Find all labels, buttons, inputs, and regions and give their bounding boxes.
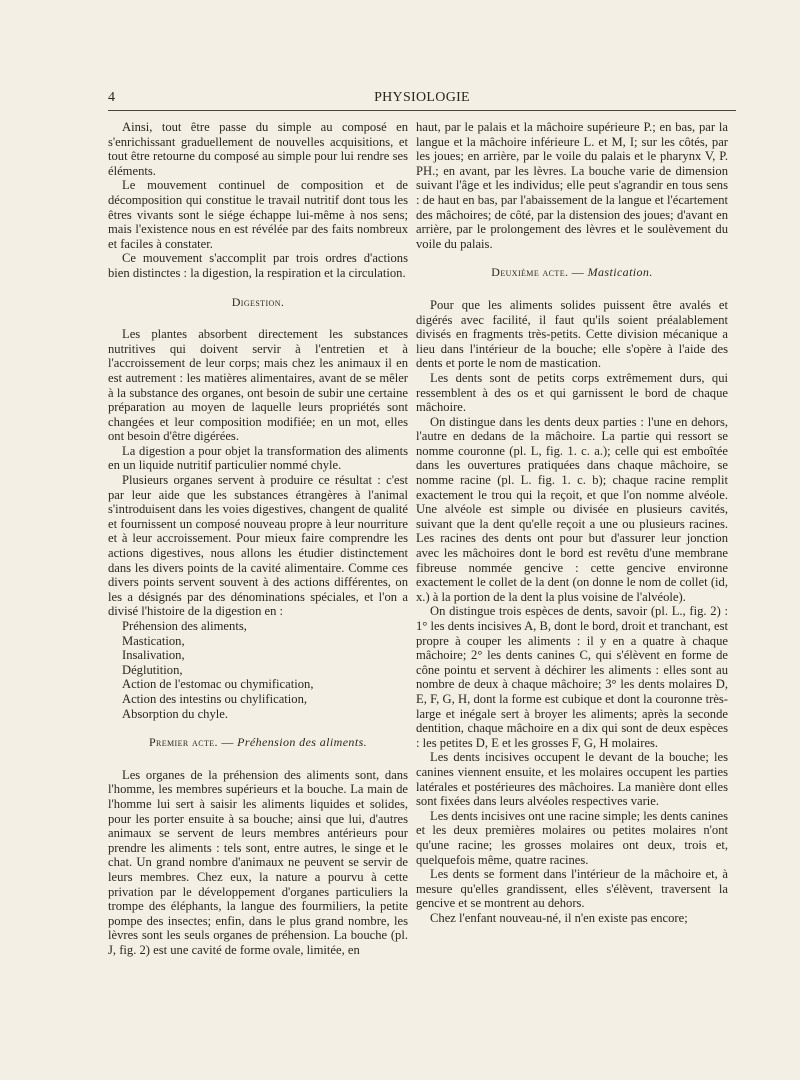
- paragraph: La digestion a pour objet la transformation des aliments en un liquide nutritif particulier nommé chyle.: [108, 443, 408, 473]
- list-item: Préhension des aliments,: [122, 619, 247, 633]
- section-title: Mastication.: [587, 265, 653, 280]
- section-label: Deuxième acte.: [491, 265, 569, 280]
- paragraph: Pour que les aliments solides puissent être avalés et digérés avec facilité, il faut qu'ils soient préalablement divisés en fragments très-petits. Cette division mécanique a lieu dans l'intérieur de la bouche; elle s'opère à l'aide des dents et porte le nom de mastication.: [416, 297, 728, 371]
- paragraph: Plusieurs organes servent à produire ce résultat : c'est par leur aide que les substances étrangères à l'animal s'introduisent dans les voies digestives, changent de qualité et fournissent un composé nouveau propre à leur nourriture et à leur accroissement. Pour mieux faire comprendre les actions digestives, nous allons les étudier distinctement dans les divers points de la cavité alimentaire. Comme ces divers points servent souvent à des actions différentes, on les a désignés par des dénominations spéciales, et l'on a divisé l'histoire de la digestion en :: [108, 473, 408, 619]
- section-label: Premier acte.: [148, 735, 218, 750]
- list-item: Action des intestins ou chylification,: [122, 691, 308, 706]
- paragraph: Ainsi, tout être passe du simple au composé en s'enrichissant graduellement de nouvelles acquisitions, et tout être retourne du composé au simple pour lui rendre ses éléments.: [108, 120, 408, 178]
- section-heading-deuxieme-acte: Deuxième acte. — Mastication.: [491, 265, 653, 280]
- paragraph: Les dents incisives occupent le devant de la bouche; les canines viennent ensuite, et les molaires occupent les parties latérales et postérieures des mâchoires. La manière dont elles sont fixées dans leurs alvéoles respectives varie.: [416, 750, 728, 809]
- paragraph: Les dents incisives ont une racine simple; les dents canines et les deux premières molaires ou petites molaires n'ont qu'une racine; les grosses molaires ont deux, trois et, quelquefois même, quatre racines.: [416, 808, 728, 867]
- paragraph: Les dents se forment dans l'intérieur de la mâchoire et, à mesure qu'elles grandissent, elles s'élèvent, traversent la gencive et se montrent au dehors.: [416, 867, 728, 911]
- list-item: Mastication,: [122, 633, 185, 648]
- digestion-stages-list: [108, 619, 408, 721]
- paragraph: Chez l'enfant nouveau-né, il n'en existe pas encore;: [430, 910, 688, 925]
- section-title: Préhension des aliments.: [237, 735, 368, 750]
- paragraph: haut, par le palais et la mâchoire supérieure P.; en bas, par la langue et la mâchoire inférieure L. et M, I; sur les côtés, par les joues; en arrière, par le voile du palais et le pharynx V, P. PH.; en avant, par les lèvres. La bouche varie de dimension suivant l'âge et les individus; elle peut s'agrandir en tous sens : de haut en bas, par l'abaissement de la langue et l'écartement des mâchoires; de côté, par la distension des joues; d'avant en arrière, par le prolongement des lèvres et le soulèvement du voile du palais.: [416, 120, 728, 251]
- list-item: Insalivation,: [122, 648, 185, 663]
- paragraph: Ce mouvement s'accomplit par trois ordres d'actions bien distinctes : la digestion, la respiration et la circulation.: [108, 251, 408, 280]
- page-number: 4: [108, 90, 115, 105]
- paragraph: On distingue dans les dents deux parties : l'une en dehors, l'autre en dedans de la mâchoire. La partie qui ressort se nomme couronne (pl. L, fig. 1. c. a.); celle qui est emboîtée dans les ouvertures pratiquées dans chaque mâchoire, se nomme racine (pl. L. fig. 1. c. b); chaque racine remplit exactement le trou qui la reçoit, et que l'on nomme alvéole. Une alvéole est simple ou divisée en plusieurs cavités, suivant que la dent qu'elle reçoit a une ou plusieurs racines. Les racines des dents ont pour but d'assurer leur jonction avec les mâchoires dont le bord est revêtu d'une membrane fibreuse nommée gencive : cette gencive environne exactement le collet de la dent (on donne le nom de collet (id, x.) à la portion de la dent la plus voisine de l'alvéole).: [416, 414, 728, 604]
- paragraph: Les plantes absorbent directement les substances nutritives qui doivent servir à l'entretien et à l'accroissement de leur corps; mais chez les animaux il en est autrement : les matières alimentaires, avant de se mêler à la substance des organes, ont besoin de subir une certaine préparation au moyen de laquelle leurs propriétés sont changées et leur composition modifiée; en un mot, elles ont besoin d'être digérées.: [108, 327, 408, 444]
- list-item: Absorption du chyle.: [122, 706, 228, 721]
- list-item: Déglutition,: [122, 662, 183, 677]
- paragraph: Les organes de la préhension des aliments sont, dans l'homme, les membres supérieurs et la bouche. La main de l'homme lui sert à saisir les aliments liquides et solides, pour les porter ensuite à sa bouche; ainsi que lui, d'autres animaux se servent de leurs membres antérieurs pour prendre les aliments : tels sont, entre autres, le singe et le chat. Un grand nombre d'animaux ne peuvent se servir de leurs membres. Chez eux, la nature a pourvu à cette privation par le développement d'organes particuliers la trompe des éléphants, la langue des fourmiliers, la petite pompe des insectes; enfin, dans le plus grand nombre, les lèvres sont les seuls organes de préhension. La bouche (pl. J, fig. 2) est une cavité de forme ovale, limitée, en: [108, 767, 408, 957]
- left-column: [108, 120, 408, 957]
- right-column: [416, 120, 728, 925]
- list-item: Action de l'estomac ou chymification,: [122, 677, 314, 692]
- paragraph: Le mouvement continuel de composition et de décomposition qui constitue le travail nutritif dont tous les êtres vivants sont le siége échappe lui-même à nos sens; mais l'existence nous en est révélée par des faits nombreux et faciles à constater.: [108, 178, 408, 251]
- page-header: [108, 90, 736, 111]
- running-title: PHYSIOLOGIE: [374, 90, 470, 105]
- section-heading-digestion: Digestion.: [231, 294, 285, 309]
- section-heading-premier-acte: Premier acte. — Préhension des aliments.: [148, 735, 368, 750]
- paragraph: On distingue trois espèces de dents, savoir (pl. L., fig. 2) : 1° les dents incisives A, B, dont le bord, droit et tranchant, est propre à couper les aliments : il y en a quatre à chaque mâchoire; 2° les dents canines C, qui s'élèvent en forme de cône pointu et servent à déchirer les aliments : elles sont au nombre de deux à chaque mâchoire; 3° les dents molaires D, E, F, G, H, dont la forme est cubique et dont la couronne très-large et inégale sert à broyer les aliments; après la seconde dentition, chaque mâchoire en a dix qui sont de deux espèces : les petites D, E et les grosses F, G, H molaires.: [416, 604, 728, 750]
- paragraph: Les dents sont de petits corps extrêmement durs, qui ressemblent à des os et qui garnissent le bord de chaque mâchoire.: [416, 370, 728, 415]
